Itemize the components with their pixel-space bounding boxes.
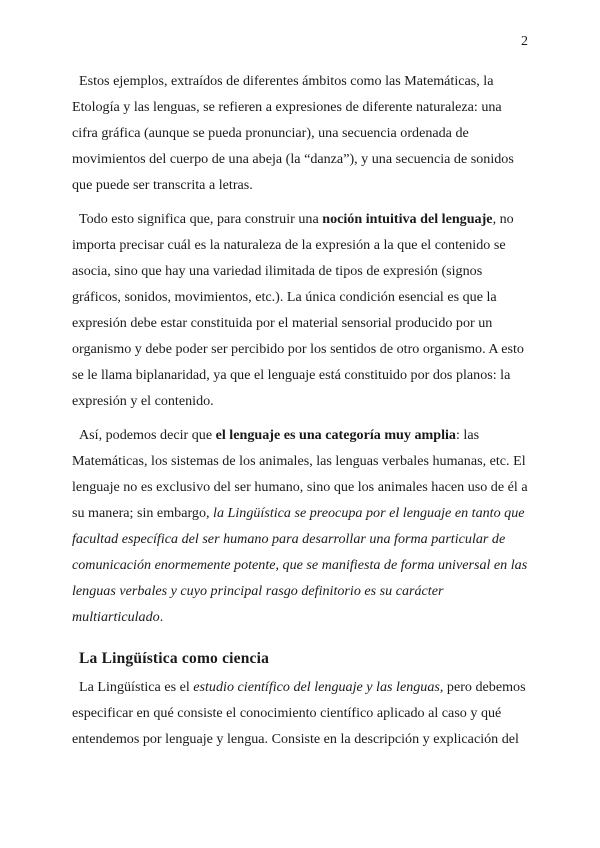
text-run: Así, podemos decir que (79, 427, 216, 443)
bold-term-broad-category: el lenguaje es una categoría muy amplia (215, 427, 456, 443)
text-run: , pero debemos especificar en qué consiste el conocimiento científico aplicado al caso y qué entendemos por lenguaje y lengua. Consiste en la descripción y explicación del (72, 679, 526, 747)
paragraph-intuitive-notion (72, 206, 528, 414)
italic-definition: la Lingüística se preocupa por el lenguaje en tanto que facultad específica del ser humano para desarrollar una forma particular de comunicación enormemente potente, que se manifiesta de forma universal en las lenguas verbales y cuyo principal rasgo definitorio es su carácter multiarticulado (72, 505, 528, 625)
paragraph-examples (72, 68, 528, 198)
text-run: : las Matemáticas, los sistemas de los animales, las lenguas verbales humanas, etc. El lenguaje no es exclusivo del ser humano, sino que los animales hacen uso de él a su manera; sin embargo, (72, 427, 528, 521)
bold-term-intuitive-notion: noción intuitiva del lenguaje (322, 211, 493, 227)
page-number: 2 (521, 34, 528, 49)
italic-term-scientific-study: estudio científico del lenguaje y las lenguas (193, 679, 440, 695)
document-body (72, 68, 528, 760)
text-run: La Lingüística es el (79, 679, 194, 695)
text-run: . (159, 609, 164, 625)
text-run: Todo esto significa que, para construir una (79, 211, 323, 227)
text-run: , no importa precisar cuál es la naturaleza de la expresión a la que el contenido se asocia, sino que hay una variedad ilimitada de tipos de expresión (signos gráficos, sonidos, movimientos, etc.). La única condición esencial es que la expresión debe estar constituida por el material sensorial producido por un organismo y debe poder ser percibido por los sentidos de otro organismo. A esto se le llama biplanaridad, ya que el lenguaje está constituido por dos planos: la expresión y el contenido. (72, 211, 524, 409)
section-heading: La Lingüística como ciencia (79, 650, 270, 667)
paragraph-broad-category (72, 422, 528, 630)
paragraph-linguistics-science (72, 674, 528, 752)
paragraph-examples-text: Estos ejemplos, extraídos de diferentes ámbitos como las Matemáticas, la Etología y las lenguas, se refieren a expresiones de diferente naturaleza: una cifra gráfica (aunque se pueda pronunciar), una secuencia ordenada de movimientos del cuerpo de una abeja (la “danza”), y una secuencia de sonidos que puede ser transcrita a letras. (72, 73, 514, 193)
